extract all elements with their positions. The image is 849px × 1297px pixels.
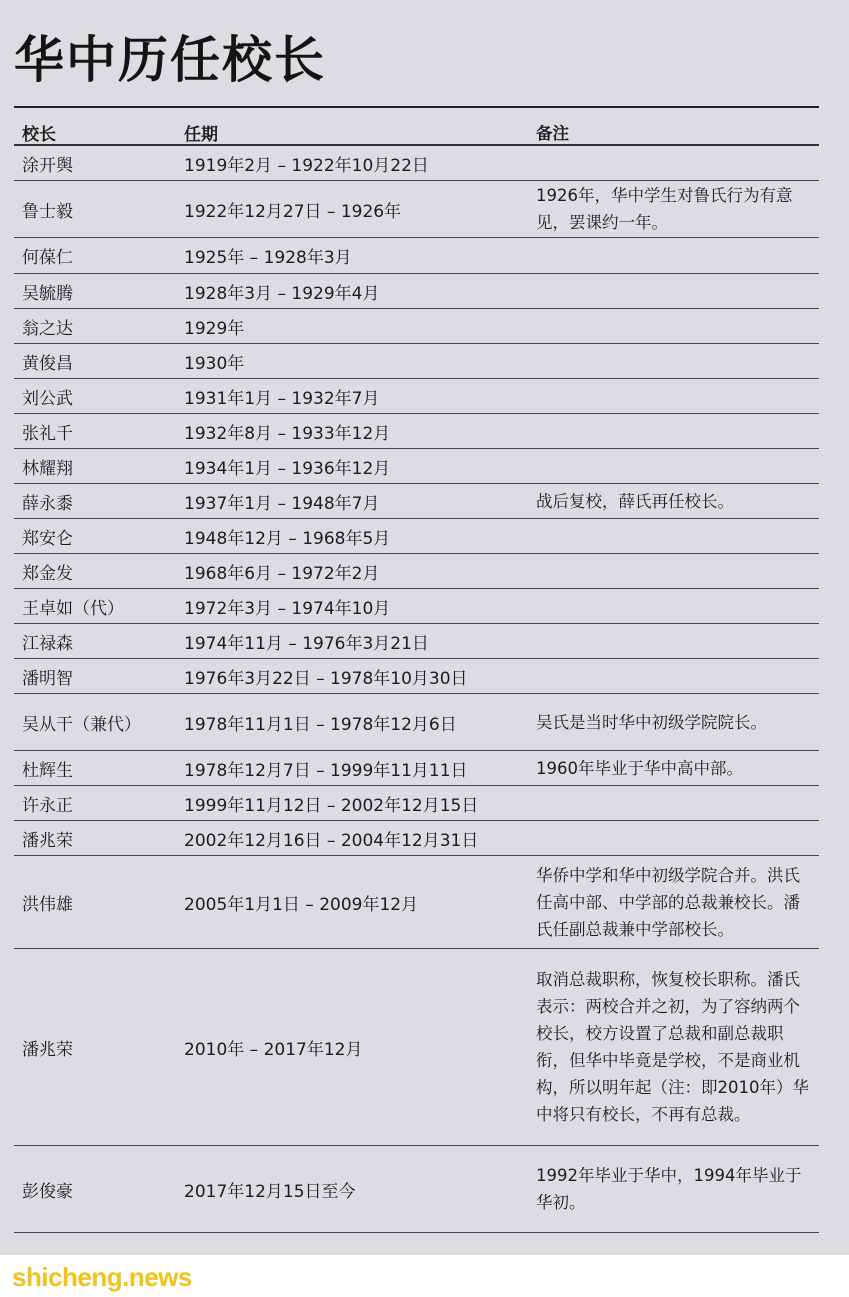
principal-name: 杜辉生 [22, 760, 73, 781]
remarks-note [530, 449, 819, 483]
table-row [14, 519, 819, 554]
table-row [14, 786, 819, 821]
table-row [14, 949, 819, 1146]
principal-name: 薛永黍 [22, 493, 73, 514]
principal-name: 翁之达 [22, 318, 73, 339]
remarks-note [530, 274, 819, 308]
term-of-office: 1934年1月 – 1936年12月 [184, 458, 391, 479]
table-row [14, 694, 819, 751]
term-of-office: 1928年3月 – 1929年4月 [184, 283, 380, 304]
term-of-office: 1948年12月 – 1968年5月 [184, 528, 391, 549]
table-row [14, 856, 819, 949]
term-of-office: 1978年11月1日 – 1978年12月6日 [184, 714, 457, 735]
table-row [14, 344, 819, 379]
term-of-office: 1972年3月 – 1974年10月 [184, 598, 391, 619]
term-of-office: 1931年1月 – 1932年7月 [184, 388, 380, 409]
principal-name: 王卓如（代） [22, 598, 124, 619]
term-of-office: 2005年1月1日 – 2009年12月 [184, 894, 419, 915]
remarks-note: 华侨中学和华中初级学院合并。洪氏任高中部、中学部的总裁兼校长。潘氏任副总裁兼中学部校长。 [536, 865, 800, 939]
remarks-note [530, 659, 819, 693]
term-of-office: 1925年 – 1928年3月 [184, 248, 352, 268]
table-row [14, 751, 819, 786]
term-of-office: 1930年 [184, 353, 245, 374]
table-row [14, 379, 819, 414]
principal-name: 吴毓腾 [22, 283, 73, 304]
term-of-office: 1978年12月7日 – 1999年11月11日 [184, 760, 468, 781]
term-of-office: 1932年8月 – 1933年12月 [184, 423, 391, 444]
remarks-note [530, 146, 819, 180]
term-of-office: 1999年11月12日 – 2002年12月15日 [184, 795, 479, 816]
remarks-note [530, 309, 819, 343]
principal-name: 黄俊昌 [22, 353, 73, 374]
principal-name: 郑安仑 [22, 528, 73, 549]
term-of-office: 1922年12月27日 – 1926年 [184, 201, 402, 222]
header-remarks: 备注 [536, 124, 569, 143]
remarks-note [530, 821, 819, 855]
remarks-note [530, 414, 819, 448]
table-row [14, 554, 819, 589]
remarks-note [530, 344, 819, 378]
term-of-office: 1974年11月 – 1976年3月21日 [184, 633, 429, 654]
table-row [14, 821, 819, 856]
table-row [14, 414, 819, 449]
principal-name: 江禄森 [22, 633, 73, 654]
remarks-note: 1960年毕业于华中高中部。 [536, 758, 743, 778]
term-of-office: 2017年12月15日至今 [184, 1181, 356, 1202]
header-principal: 校长 [22, 124, 56, 145]
table-row [14, 484, 819, 519]
principal-name: 彭俊豪 [22, 1181, 73, 1202]
remarks-note [530, 786, 819, 820]
table-row [14, 624, 819, 659]
table-row [14, 659, 819, 694]
remarks-note [530, 624, 819, 658]
table-row [14, 181, 819, 238]
term-of-office: 1968年6月 – 1972年2月 [184, 563, 380, 584]
principal-name: 许永正 [22, 795, 73, 816]
table-header [14, 106, 819, 146]
remarks-note [530, 379, 819, 413]
watermark: shicheng.news [12, 1262, 192, 1292]
principal-name: 吴从干（兼代） [22, 714, 141, 735]
principal-name: 潘兆荣 [22, 830, 73, 851]
header-term: 任期 [184, 124, 218, 145]
principal-name: 何葆仁 [22, 248, 73, 268]
principal-name: 涂开舆 [22, 155, 73, 176]
table-row [14, 146, 819, 181]
remarks-note [530, 554, 819, 588]
table-body [14, 146, 819, 1233]
term-of-office: 1919年2月 – 1922年10月22日 [184, 155, 429, 176]
term-of-office: 1976年3月22日 – 1978年10月30日 [184, 668, 468, 689]
remarks-note: 取消总裁职称，恢复校长职称。潘氏表示：两校合并之初，为了容纳两个校长，校方设置了总裁和副总裁职衔，但华中毕竟是学校，不是商业机构，所以明年起（注：即2010年）华中将只有校长，不再有总裁。 [536, 970, 809, 1124]
table-row [14, 238, 819, 274]
principal-name: 林耀翔 [22, 458, 73, 479]
page-title: 华中历任校长 [14, 31, 326, 89]
table-row [14, 449, 819, 484]
principal-name: 张礼千 [22, 423, 73, 444]
remarks-note [530, 238, 819, 273]
table-row [14, 309, 819, 344]
principal-name: 鲁士毅 [22, 201, 73, 222]
table-row [14, 589, 819, 624]
term-of-office: 2010年 – 2017年12月 [184, 1039, 363, 1060]
remarks-note: 吴氏是当时华中初级学院院长。 [536, 712, 767, 732]
term-of-office: 2002年12月16日 – 2004年12月31日 [184, 830, 479, 851]
remarks-note [530, 589, 819, 623]
term-of-office: 1937年1月 – 1948年7月 [184, 493, 380, 514]
remarks-note [530, 519, 819, 553]
remarks-note: 1926年，华中学生对鲁氏行为有意见，罢课约一年。 [536, 186, 793, 232]
principals-table [14, 106, 819, 1233]
table-row [14, 1146, 819, 1233]
principal-name: 洪伟雄 [22, 894, 73, 915]
table-row [14, 274, 819, 309]
remarks-note: 战后复校，薛氏再任校长。 [536, 491, 734, 511]
principal-name: 刘公武 [22, 388, 73, 409]
term-of-office: 1929年 [184, 318, 245, 339]
principal-name: 潘明智 [22, 668, 73, 689]
principal-name: 郑金发 [22, 563, 73, 584]
remarks-note: 1992年毕业于华中，1994年毕业于华初。 [536, 1166, 802, 1212]
principal-name: 潘兆荣 [22, 1039, 73, 1060]
